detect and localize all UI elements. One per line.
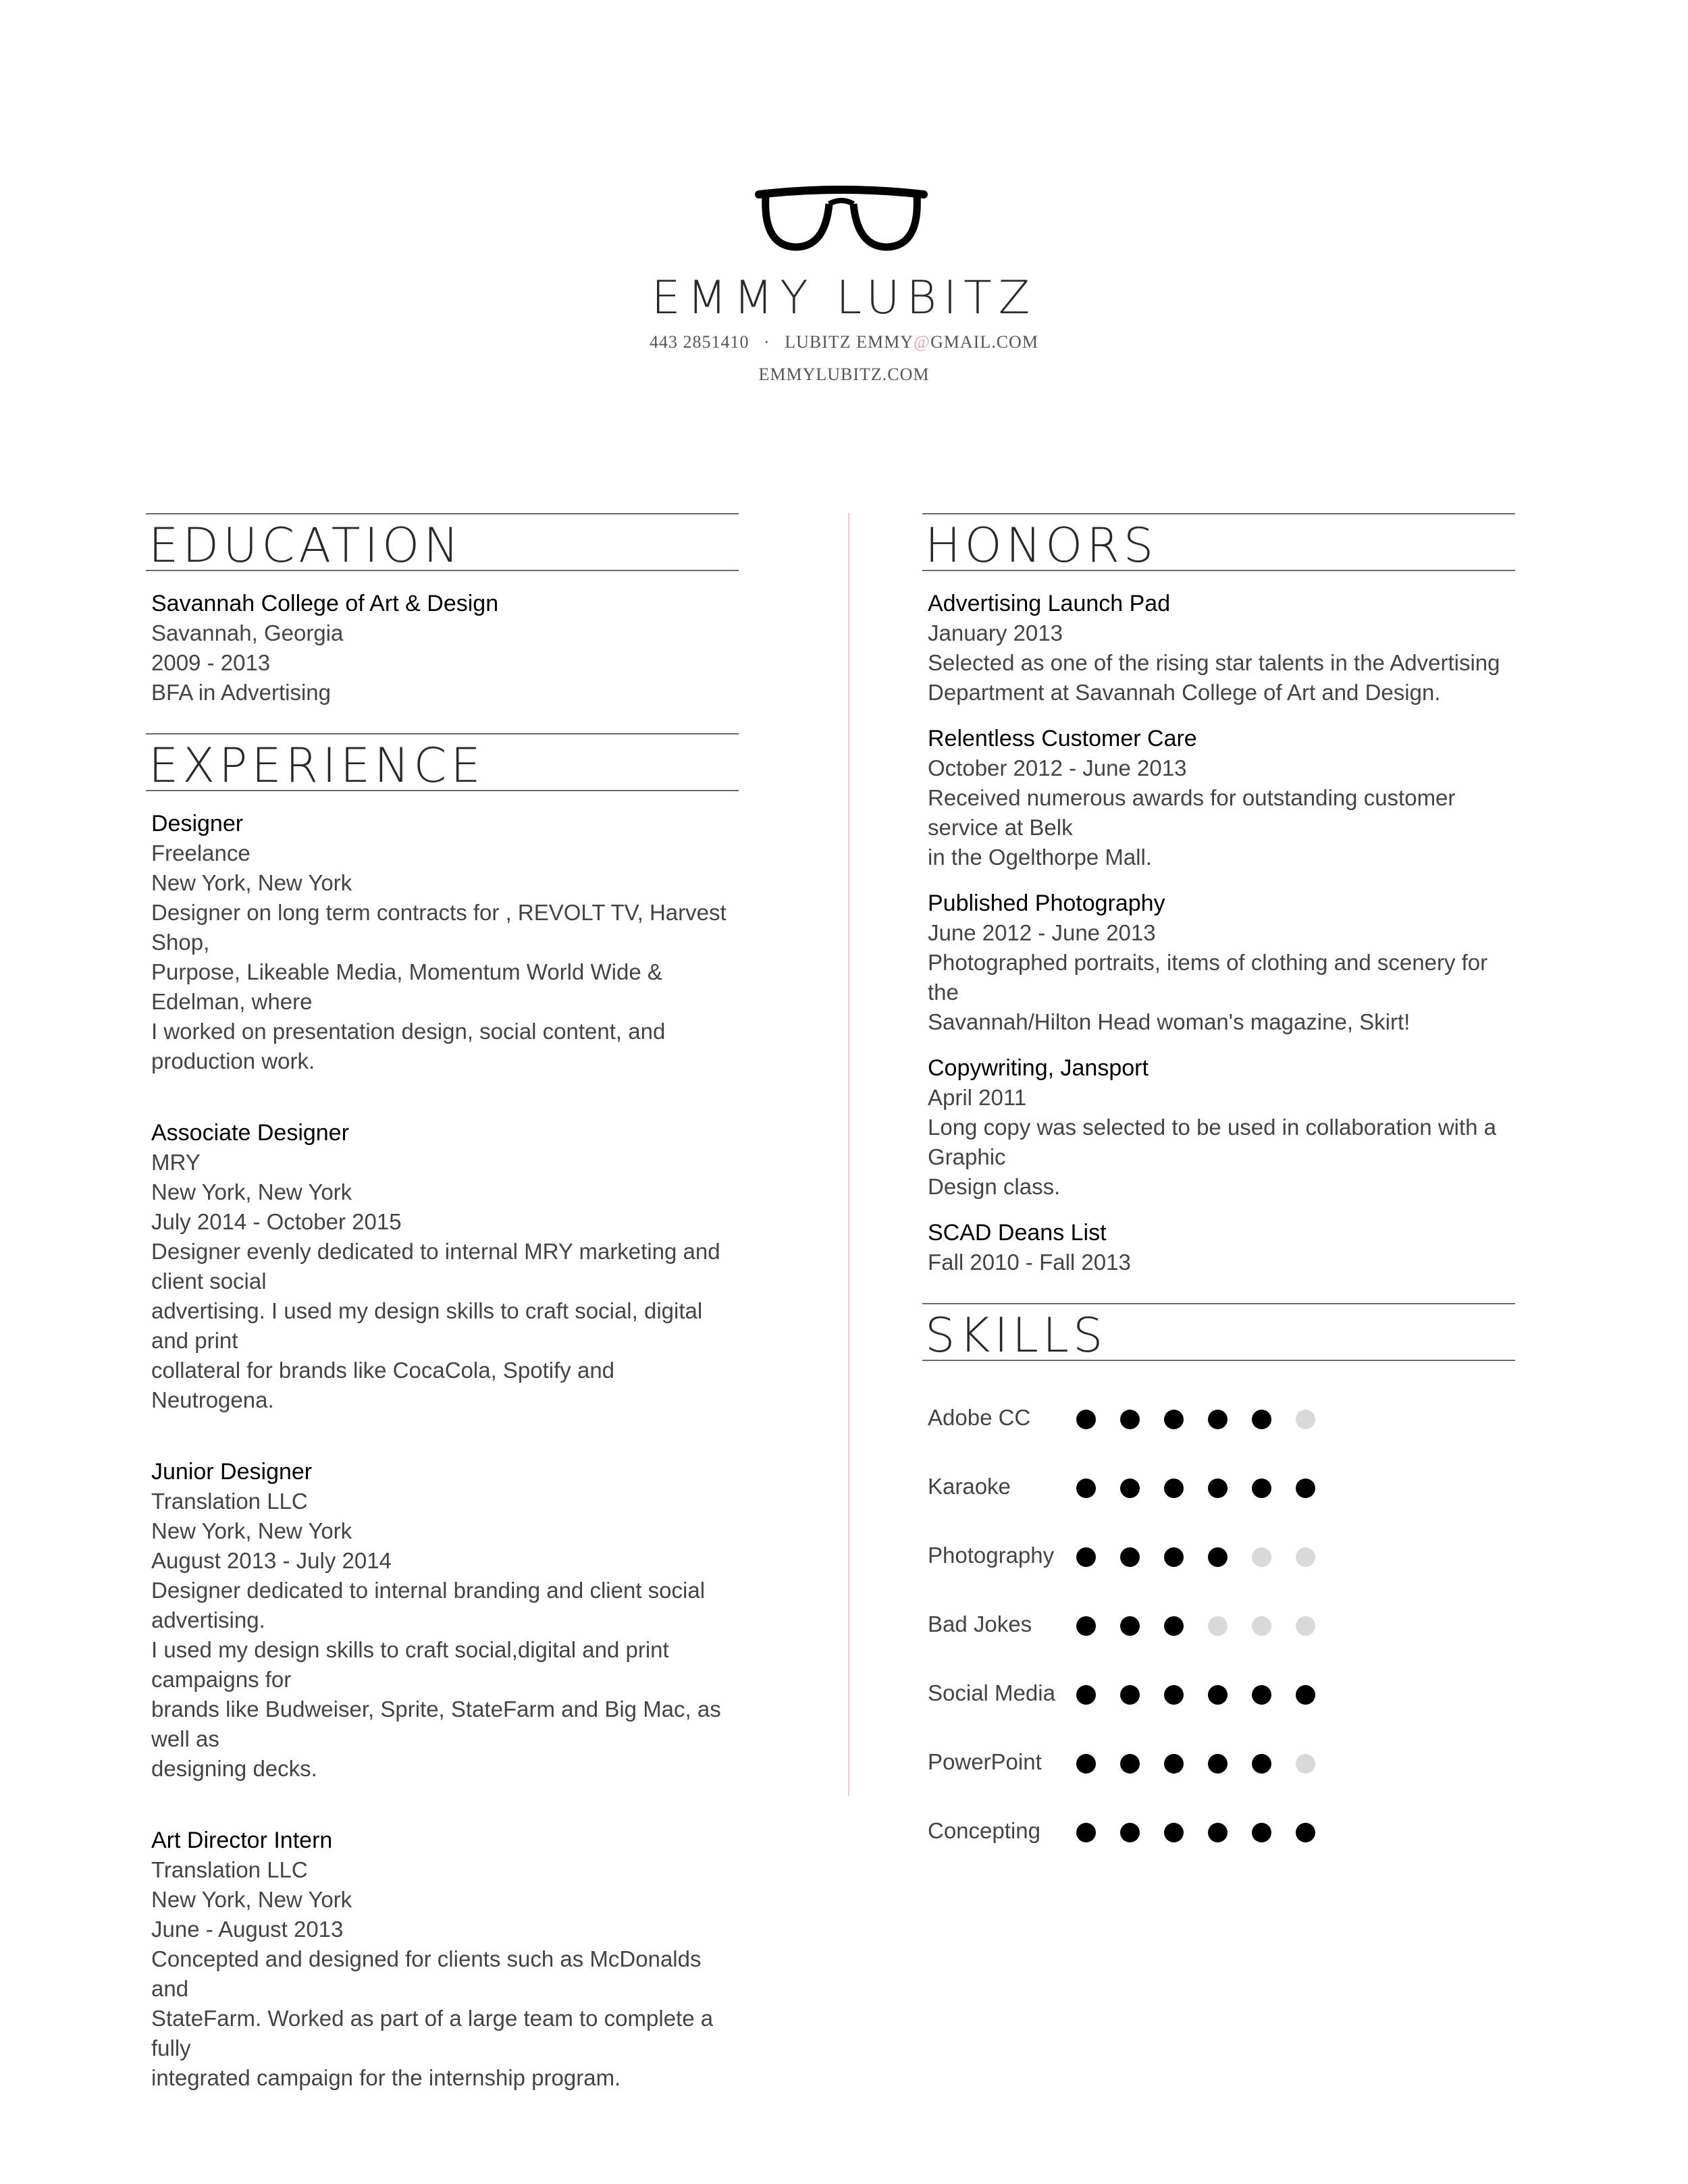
job-title: Junior Designer	[151, 1459, 313, 1485]
rating-dot-filled	[1296, 1823, 1315, 1842]
honor-title: Copywriting, Jansport	[928, 1055, 1149, 1081]
job-title: Designer	[151, 811, 244, 836]
job-dates: June - August 2013	[151, 1917, 344, 1942]
job-description-line: Designer on long term contracts for , REVOLT TV, Harvest Shop,	[151, 900, 727, 955]
rating-dot-filled	[1076, 1823, 1096, 1842]
candidate-name: EMMY LUBITZ	[651, 271, 1037, 325]
job-location: New York, New York	[151, 1887, 352, 1912]
job-description-line: brands like Budweiser, Sprite, StateFarm and Big Mac, as well as	[151, 1697, 721, 1751]
honor-description-line: Department at Savannah College of Art and Design.	[928, 680, 1441, 705]
rating-dot-filled	[1252, 1685, 1271, 1705]
rating-dot-filled	[1120, 1616, 1140, 1636]
honor-description-line: in the Ogelthorpe Mall.	[928, 845, 1153, 870]
honor-description-line: Design class.	[928, 1174, 1061, 1199]
rating-dot-filled	[1120, 1479, 1140, 1498]
rating-dot-filled	[1164, 1616, 1184, 1636]
rating-dot-filled	[1252, 1823, 1271, 1842]
honor-entry	[928, 589, 1515, 708]
rating-dot-filled	[1164, 1685, 1184, 1705]
school-years: 2009 - 2013	[151, 650, 271, 675]
skill-label: Concepting	[928, 1818, 1040, 1843]
honor-description-line: Long copy was selected to be used in collaboration with a Graphic	[928, 1115, 1497, 1169]
job-title: Associate Designer	[151, 1120, 349, 1146]
skill-label: Karaoke	[928, 1474, 1011, 1499]
honors-heading-bar	[922, 513, 1515, 571]
email-address	[785, 332, 1038, 352]
education-heading: EDUCATION	[149, 518, 463, 573]
rating-dot-filled	[1296, 1685, 1315, 1705]
job-description-line: designing decks.	[151, 1756, 317, 1781]
skill-row	[928, 1747, 1515, 1816]
job-company: Translation LLC	[151, 1857, 308, 1882]
rating-dot-filled	[1252, 1754, 1271, 1774]
rating-dot-filled	[1164, 1410, 1184, 1429]
rating-dot-filled	[1076, 1479, 1096, 1498]
skill-label: PowerPoint	[928, 1749, 1042, 1774]
job-description-line: integrated campaign for the internship program.	[151, 2065, 621, 2090]
job-description-line: Designer evenly dedicated to internal MRY marketing and client social	[151, 1239, 720, 1294]
phone-number: 443 2851410	[650, 332, 749, 352]
school-name: Savannah College of Art & Design	[151, 591, 499, 616]
honor-description-line: Selected as one of the rising star talents in the Advertising	[928, 650, 1500, 675]
skill-label: Bad Jokes	[928, 1612, 1032, 1636]
rating-dot-filled	[1164, 1547, 1184, 1567]
job-title: Art Director Intern	[151, 1828, 333, 1853]
skills-list	[928, 1403, 1515, 1885]
rating-dot-filled	[1164, 1754, 1184, 1774]
honor-title: Published Photography	[928, 890, 1165, 916]
experience-entry	[151, 1457, 739, 1784]
skill-label: Social Media	[928, 1680, 1055, 1705]
rating-dot-empty	[1296, 1410, 1315, 1429]
job-company: Translation LLC	[151, 1489, 308, 1514]
honor-entry	[928, 1218, 1515, 1277]
rating-dot-filled	[1208, 1754, 1228, 1774]
experience-entry	[151, 1826, 739, 2093]
rating-dot-filled	[1076, 1410, 1096, 1429]
email-user: LUBITZ EMMY	[785, 332, 914, 352]
rating-dot-empty	[1296, 1616, 1315, 1636]
experience-entry	[151, 809, 739, 1076]
experience-heading: EXPERIENCE	[149, 738, 485, 793]
rating-dot-filled	[1208, 1823, 1228, 1842]
honor-date: January 2013	[928, 620, 1063, 645]
rating-dot-filled	[1120, 1754, 1140, 1774]
rating-dot-filled	[1252, 1479, 1271, 1498]
glasses-icon	[754, 181, 929, 255]
honor-title: Relentless Customer Care	[928, 726, 1197, 751]
honor-description-line: Received numerous awards for outstanding customer service at Belk	[928, 785, 1456, 840]
honor-description-line: Savannah/Hilton Head woman's magazine, Skirt!	[928, 1009, 1410, 1034]
honor-title: Advertising Launch Pad	[928, 591, 1171, 616]
rating-dot-empty	[1208, 1616, 1228, 1636]
rating-dot-filled	[1296, 1479, 1315, 1498]
job-description-line: StateFarm. Worked as part of a large team to complete a fully	[151, 2006, 714, 2060]
rating-dot-filled	[1076, 1616, 1096, 1636]
rating-dot-filled	[1208, 1547, 1228, 1567]
rating-dot-empty	[1296, 1547, 1315, 1567]
skills-heading-bar	[922, 1303, 1515, 1361]
skill-row	[928, 1403, 1515, 1472]
job-company: Freelance	[151, 841, 250, 865]
rating-dot-filled	[1164, 1479, 1184, 1498]
rating-dot-filled	[1120, 1823, 1140, 1842]
rating-dot-filled	[1076, 1685, 1096, 1705]
job-location: New York, New York	[151, 1518, 352, 1543]
rating-dot-filled	[1208, 1410, 1228, 1429]
contact-line	[0, 332, 1688, 352]
contact-separator: ·	[764, 332, 770, 352]
skill-row	[928, 1541, 1515, 1609]
honor-date: April 2011	[928, 1085, 1027, 1110]
job-description-line: Designer dedicated to internal branding and client social advertising.	[151, 1578, 706, 1632]
skill-row	[928, 1678, 1515, 1747]
email-at-sign: @	[914, 332, 930, 352]
rating-dot-empty	[1252, 1616, 1271, 1636]
skill-label: Photography	[928, 1543, 1055, 1568]
job-location: New York, New York	[151, 870, 352, 895]
honors-heading: HONORS	[925, 518, 1158, 573]
honor-date: June 2012 - June 2013	[928, 920, 1156, 945]
school-location: Savannah, Georgia	[151, 620, 344, 645]
honor-description-line: Photographed portraits, items of clothing and scenery for the	[928, 950, 1488, 1005]
rating-dot-empty	[1296, 1754, 1315, 1774]
right-column	[922, 513, 1515, 1885]
skills-heading: SKILLS	[925, 1308, 1107, 1363]
job-description-line: collateral for brands like CocaCola, Spotify and Neutrogena.	[151, 1358, 615, 1412]
email-domain: GMAIL.COM	[930, 332, 1038, 352]
skill-label: Adobe CC	[928, 1405, 1031, 1430]
left-column	[146, 513, 739, 2093]
job-description-line: I worked on presentation design, social content, and production work.	[151, 1019, 666, 1073]
rating-dot-filled	[1076, 1754, 1096, 1774]
rating-dot-filled	[1120, 1685, 1140, 1705]
rating-dot-filled	[1120, 1410, 1140, 1429]
skill-row	[928, 1816, 1515, 1885]
skill-row	[928, 1609, 1515, 1678]
website-url: EMMYLUBITZ.COM	[758, 365, 930, 384]
rating-dot-filled	[1164, 1823, 1184, 1842]
job-description-line: I used my design skills to craft social,digital and print campaigns for	[151, 1637, 669, 1692]
rating-dot-filled	[1208, 1685, 1228, 1705]
degree: BFA in Advertising	[151, 680, 331, 705]
job-description-line: Purpose, Likeable Media, Momentum World Wide & Edelman, where	[151, 959, 662, 1014]
honor-date: October 2012 - June 2013	[928, 755, 1187, 780]
rating-dot-empty	[1252, 1547, 1271, 1567]
job-description-line: Concepted and designed for clients such as McDonalds and	[151, 1946, 702, 2001]
job-company: MRY	[151, 1150, 201, 1175]
experience-heading-bar	[146, 733, 739, 791]
rating-dot-filled	[1120, 1547, 1140, 1567]
honor-title: SCAD Deans List	[928, 1220, 1107, 1246]
honor-entry	[928, 1053, 1515, 1202]
job-dates: August 2013 - July 2014	[151, 1548, 392, 1573]
job-dates: July 2014 - October 2015	[151, 1209, 402, 1234]
education-entry	[151, 589, 739, 708]
experience-entry	[151, 1118, 739, 1415]
honor-entry	[928, 724, 1515, 872]
rating-dot-filled	[1208, 1479, 1228, 1498]
skill-row	[928, 1472, 1515, 1541]
rating-dot-filled	[1252, 1410, 1271, 1429]
honor-date: Fall 2010 - Fall 2013	[928, 1250, 1131, 1275]
job-location: New York, New York	[151, 1179, 352, 1204]
job-description-line: advertising. I used my design skills to craft social, digital and print	[151, 1298, 703, 1353]
column-divider	[848, 513, 849, 1796]
education-heading-bar	[146, 513, 739, 571]
honor-entry	[928, 888, 1515, 1037]
rating-dot-filled	[1076, 1547, 1096, 1567]
